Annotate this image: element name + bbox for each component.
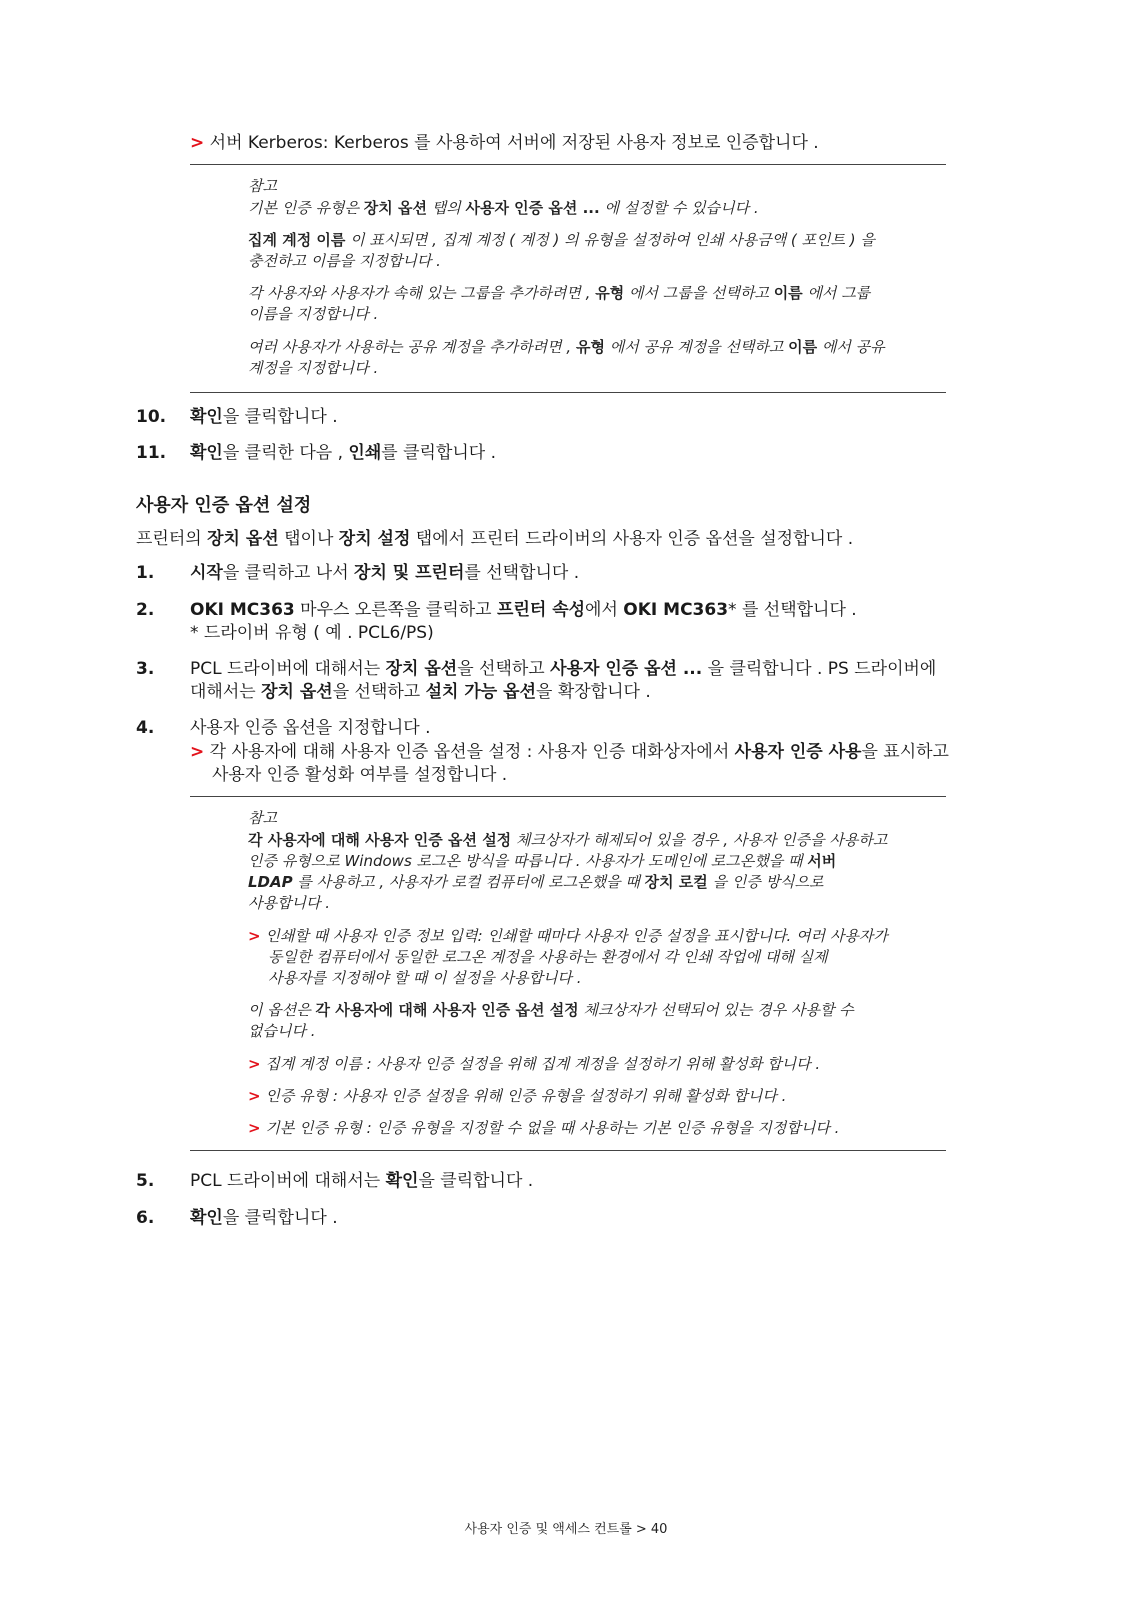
note-bullet: [248, 926, 888, 946]
note-paragraph-cont: [248, 872, 824, 892]
bold-run: 장치 옵션: [261, 682, 333, 702]
bullet-arrow-icon: >: [190, 742, 205, 762]
note-bullet: [248, 1086, 786, 1106]
text-run: 에서 공유: [817, 338, 885, 356]
bold-run: 유형: [575, 338, 605, 356]
bold-run: 사용자 인증 사용: [734, 742, 862, 762]
step-text: [190, 406, 338, 428]
bullet-arrow-icon: >: [248, 1119, 261, 1137]
step-text-cont: [190, 681, 651, 703]
note-paragraph-cont: 이름을 지정합니다 .: [248, 305, 379, 323]
step-number: 4.: [136, 718, 155, 738]
bold-run: 서버: [807, 852, 837, 870]
step-text: [190, 1170, 533, 1192]
note-paragraph: [248, 283, 870, 303]
text-run: 체크상자가 선택되어 있는 경우 사용할 수: [578, 1001, 854, 1019]
note-bullet-cont: 사용자를 지정해야 할 때 이 설정을 사용합니다 .: [268, 969, 582, 987]
note-paragraph-cont: 없습니다 .: [248, 1022, 316, 1040]
bold-run: 각 사용자에 대해 사용자 인증 옵션 설정: [248, 831, 512, 849]
note-bullet: [248, 1118, 839, 1138]
bold-run: 장치 옵션: [363, 199, 427, 217]
bold-run: OKI MC363: [623, 600, 729, 620]
text-run: 각 사용자와 사용자가 속해 있는 그룹을 추가하려면 ,: [248, 284, 596, 302]
text-run: 을 클릭합니다 .: [418, 1171, 534, 1191]
text-run: 각 사용자에 대해 사용자 인증 옵션을 설정 : 사용자 인증 대화상자에서: [209, 742, 735, 762]
text-run: 을 클릭합니다 .: [222, 1208, 338, 1228]
bold-run: OKI MC363: [190, 600, 295, 620]
bullet-arrow-icon: >: [248, 1087, 261, 1105]
text-run: 를 클릭합니다 .: [381, 443, 497, 463]
note-paragraph: [248, 198, 759, 218]
note-title: 참고: [248, 177, 277, 195]
bold-run: 설치 가능 옵션: [425, 682, 536, 702]
text-run: 기본 인증 유형 : 인증 유형을 지정할 수 없을 때 사용하는 기본 인증 유형을 지정합니다 .: [265, 1119, 840, 1137]
note-paragraph-cont: 계정을 지정합니다 .: [248, 359, 379, 377]
bold-run: 이름: [788, 338, 818, 356]
text-run: 대해서는: [190, 682, 262, 702]
text-run: 을 선택하고: [332, 682, 426, 702]
step-text: 사용자 인증 옵션을 지정합니다 .: [190, 718, 431, 738]
text-run: 을 표시하고: [861, 742, 949, 762]
text-run: 탭에서 프린터 드라이버의 사용자 인증 옵션을 설정합니다 .: [410, 529, 854, 549]
note-divider-bottom: [190, 1150, 946, 1151]
bold-run: 이름: [773, 284, 803, 302]
text-run: PCL 드라이버에 대해서는: [190, 1171, 386, 1191]
text-run: 탭의: [426, 199, 466, 217]
bold-run: 확인: [385, 1171, 419, 1191]
step-text: [190, 442, 496, 464]
bold-run: 장치 로컬: [644, 873, 708, 891]
text-run: 여러 사용자가 사용하는 공유 계정을 추가하려면 ,: [248, 338, 576, 356]
text-run: 마우스 오른쪽을 클릭하고: [294, 600, 498, 620]
bold-run: 확인: [190, 443, 223, 463]
text-run: 이 옵션은: [248, 1001, 316, 1019]
text-run: 을 클릭하고 나서: [222, 563, 355, 583]
note-bullet-cont: 동일한 컴퓨터에서 동일한 로그온 계정을 사용하는 환경에서 각 인쇄 작업에 대해 실제: [268, 948, 828, 966]
text-run: 을 클릭합니다 .: [222, 407, 338, 427]
note-divider-top: [190, 164, 946, 165]
step-text: [190, 658, 936, 680]
text-run: 인쇄할 때 사용자 인증 정보 입력: 인쇄할 때마다 사용자 인증 설정을 표시합니다. 여러 사용자가: [265, 927, 888, 945]
note-paragraph-cont: 충전하고 이름을 지정합니다 .: [248, 252, 441, 270]
text-run: 를 사용하고 , 사용자가 로컬 컴퓨터에 로그온했을 때: [292, 873, 645, 891]
step-number: 1.: [136, 563, 155, 583]
bold-run: 유형: [595, 284, 625, 302]
step-number: 11.: [136, 443, 167, 463]
bold-run: 각 사용자에 대해 사용자 인증 옵션 설정: [315, 1001, 579, 1019]
text-run: 에서 그룹을 선택하고: [624, 284, 774, 302]
text-run: 프린터의: [136, 529, 208, 549]
bold-run: 확인: [190, 1208, 223, 1228]
note-paragraph-cont: [248, 851, 836, 871]
sub-bullet: [190, 741, 949, 763]
text-run: 체크상자가 해제되어 있을 경우 , 사용자 인증을 사용하고: [511, 831, 888, 849]
note-title: 참고: [248, 809, 277, 827]
text-run: 을 클릭한 다음 ,: [222, 443, 349, 463]
text-run: 이 표시되면 , 집계 계정 ( 계정 ) 의 유형을 설정하여 인쇄 사용금액 ( 포인트 ) 을: [345, 231, 875, 249]
step-number: 3.: [136, 659, 155, 679]
step-number: 10.: [136, 407, 167, 427]
kerberos-bullet: [190, 132, 819, 154]
bullet-text: 서버 Kerberos: Kerberos 를 사용하여 서버에 저장된 사용자 정보로 인증합니다 .: [209, 133, 819, 153]
text-run: 을 클릭합니다 . PS 드라이버에: [702, 659, 937, 679]
bullet-arrow-icon: >: [248, 927, 261, 945]
text-run: 기본 인증 유형은: [248, 199, 364, 217]
text-run: 를 선택합니다 .: [464, 563, 580, 583]
text-run: 집계 계정 이름 : 사용자 인증 설정을 위해 집계 계정을 설정하기 위해 활성화 합니다 .: [265, 1055, 821, 1073]
text-run: 에서 공유 계정을 선택하고: [604, 338, 789, 356]
bold-run: 장치 옵션: [385, 659, 458, 679]
bold-run: 프린터 속성: [497, 600, 586, 620]
bold-run: 사용자 인증 옵션 ...: [550, 659, 703, 679]
bold-run: 시작: [190, 563, 223, 583]
text-run: PCL 드라이버에 대해서는: [190, 659, 386, 679]
step-text: [190, 1207, 338, 1229]
bold-run: 확인: [190, 407, 223, 427]
text-run: 을 인증 방식으로: [707, 873, 824, 891]
note-paragraph: [248, 337, 885, 357]
text-run: 에서: [585, 600, 624, 620]
text-run: 에서 그룹: [802, 284, 871, 302]
text-run: 을 확장합니다 .: [536, 682, 651, 702]
text-run: 탭이나: [278, 529, 339, 549]
note-paragraph: [248, 830, 887, 850]
step-text: [190, 599, 857, 621]
section-heading: 사용자 인증 옵션 설정: [136, 495, 312, 516]
step-text: [190, 562, 579, 584]
note-bullet: [248, 1054, 820, 1074]
step-number: 6.: [136, 1208, 155, 1228]
note-paragraph: [248, 1000, 854, 1020]
step-number: 2.: [136, 600, 155, 620]
text-run: 인증 유형으로 Windows 로그온 방식을 따릅니다 . 사용자가 도메인에 로그온했을 때: [248, 852, 808, 870]
note-divider-bottom: [190, 392, 946, 393]
bold-run: 인쇄: [348, 443, 382, 463]
sub-bullet-cont: 사용자 인증 활성화 여부를 설정합니다 .: [212, 765, 508, 785]
bold-run: 집계 계정 이름: [248, 231, 346, 249]
bold-run: 장치 설정: [338, 529, 411, 549]
bold-run: 사용자 인증 옵션 ...: [465, 199, 600, 217]
text-run: 을 선택하고: [457, 659, 551, 679]
step-number: 5.: [136, 1171, 155, 1191]
text-run: 에 설정할 수 있습니다 .: [599, 199, 759, 217]
bullet-arrow-icon: >: [248, 1055, 261, 1073]
bullet-arrow-icon: >: [190, 133, 205, 153]
note-divider-top: [190, 796, 946, 797]
step-text-cont: * 드라이버 유형 ( 예 . PCL6/PS): [190, 623, 434, 643]
text-run: * 를 선택합니다 .: [728, 600, 857, 620]
bold-run: 장치 및 프린터: [354, 563, 465, 583]
note-paragraph-cont: 사용합니다 .: [248, 894, 330, 912]
section-intro: [136, 528, 853, 550]
bold-run: 장치 옵션: [207, 529, 279, 549]
page-footer: 사용자 인증 및 액세스 컨트롤 > 40: [464, 1522, 668, 1537]
note-paragraph: [248, 230, 875, 250]
bold-run: LDAP: [248, 873, 293, 891]
text-run: 인증 유형 : 사용자 인증 설정을 위해 인증 유형을 설정하기 위해 활성화 합니다 .: [265, 1087, 787, 1105]
